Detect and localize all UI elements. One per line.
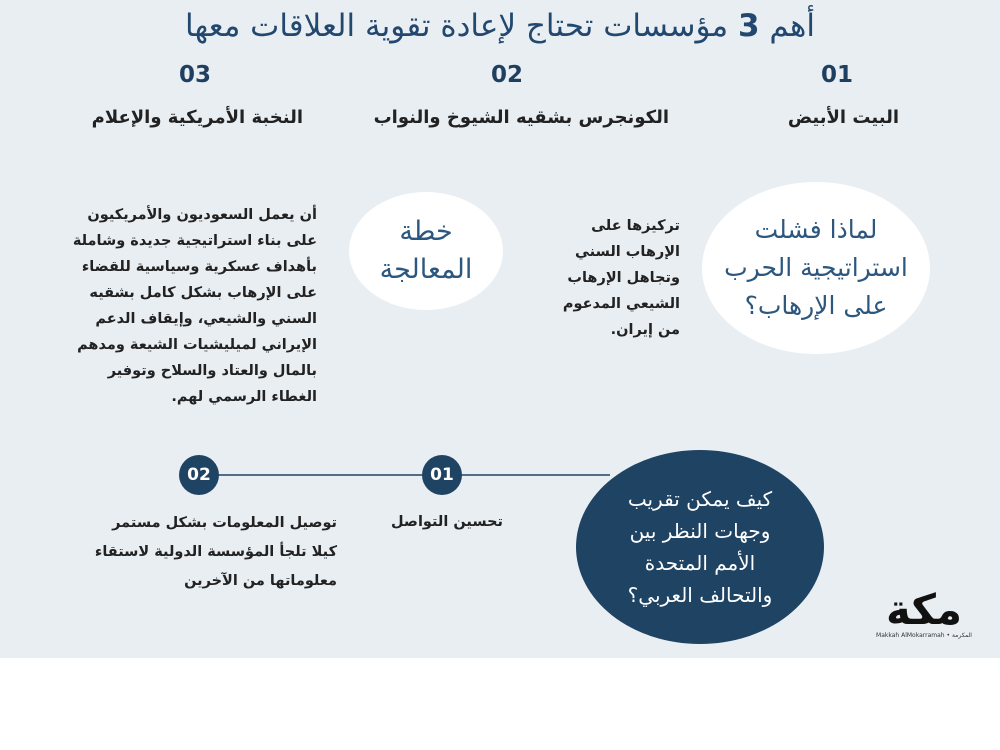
- bridge-question: كيف يمكن تقريب وجهات النظر بين الأمم المتحدة والتحالف العربي؟: [627, 487, 773, 607]
- institution-name-2: الكونجرس بشقيه الشيوخ والنواب: [373, 107, 669, 128]
- plan-label: خطة المعالجة: [379, 216, 473, 285]
- step-text-2: توصيل المعلومات بشكل مستمر كيلا تلجأ المؤسسة الدولية لاستقاء معلوماتها من الآخرين: [94, 515, 337, 589]
- bridge-question-circle: [576, 450, 824, 644]
- step-badge-1: 01: [422, 455, 462, 495]
- institution-name-1: البيت الأبيض: [787, 107, 899, 128]
- logo-caption: Makkah AlMokarramah • المكرمة: [876, 632, 972, 639]
- step-badge-2: 02: [179, 455, 219, 495]
- institution-number-1: 01: [820, 62, 853, 88]
- why-failed-answer: تركيزها على الإرهاب السني وتجاهل الإرهاب الشيعي المدعوم من إيران.: [562, 218, 680, 338]
- makkah-logo: [866, 585, 982, 646]
- plan-text: أن يعمل السعوديون والأمريكيون على بناء استراتيجية جديدة وشاملة بأهداف عسكرية وسياسية للقضاء على الإرهاب بشكل كامل بشقيه السني والشيعي، وإيقاف الدعم الإيراني لميليشيات الشيعة ومدهم بالمال والعتاد والسلاح وتوفير الغطاء الرسمي لهم.: [72, 207, 317, 405]
- logo-wordmark: مكة: [886, 585, 962, 634]
- institution-number-3: 03: [178, 62, 211, 88]
- institution-name-3: النخبة الأمريكية والإعلام: [91, 107, 303, 128]
- why-failed-question: لماذا فشلت استراتيجية الحرب على الإرهاب؟: [724, 215, 908, 320]
- page-title: أهم 3 مؤسسات تحتاج لإعادة تقوية العلاقات معها: [185, 8, 815, 44]
- institution-number-2: 02: [490, 62, 523, 88]
- step-text-1: تحسين التواصل: [390, 514, 503, 530]
